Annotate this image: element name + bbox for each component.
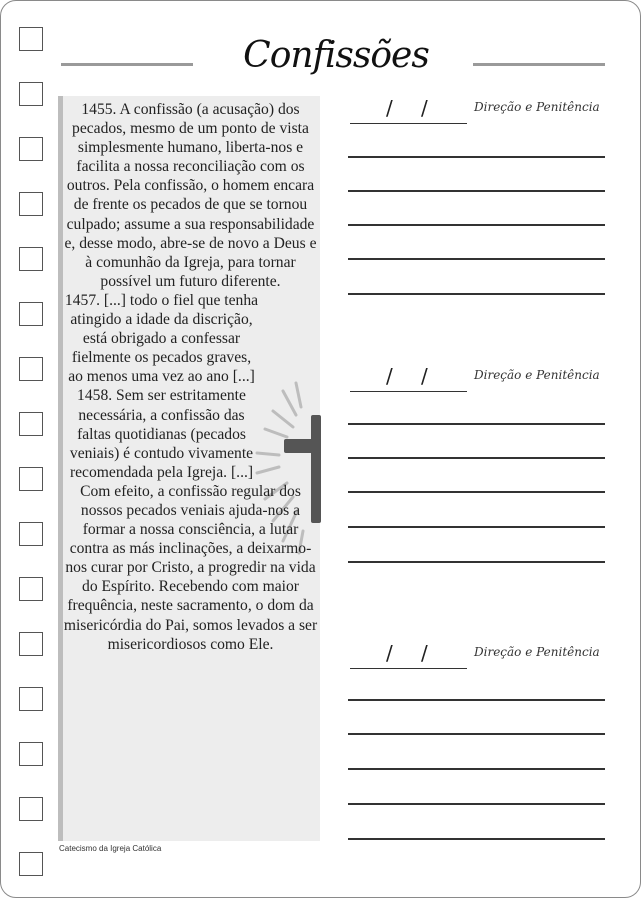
- binder-hole: [19, 797, 43, 821]
- writing-line[interactable]: [348, 423, 605, 425]
- quote-wrap: [63, 291, 318, 482]
- binder-hole: [19, 522, 43, 546]
- writing-line[interactable]: [348, 258, 605, 260]
- quote-source: Catecismo da Igreja Católica: [59, 844, 162, 853]
- writing-line[interactable]: [348, 526, 605, 528]
- date-separator: /: [386, 641, 393, 665]
- date-field[interactable]: [348, 364, 605, 392]
- binder-hole: [19, 412, 43, 436]
- binder-hole: [19, 137, 43, 161]
- date-separator: /: [386, 96, 393, 120]
- writing-line[interactable]: [348, 457, 605, 459]
- writing-line[interactable]: [348, 733, 605, 735]
- writing-line[interactable]: [348, 293, 605, 295]
- quote-paragraph-1458: 1458. Sem ser estritamente necessária, a confissão das faltas quotidianas (pecados veniais) é contudo vivamente recomendada pela Igreja. [...]: [69, 387, 254, 481]
- writing-line[interactable]: [348, 838, 605, 840]
- direction-penance-label: Direção e Penitência: [474, 368, 600, 382]
- confession-entry-1: [348, 96, 605, 124]
- writing-line[interactable]: [348, 561, 605, 563]
- date-underline: [350, 391, 467, 393]
- date-separator: /: [421, 96, 428, 120]
- writing-line[interactable]: [348, 224, 605, 226]
- writing-line[interactable]: [348, 491, 605, 493]
- binder-hole: [19, 687, 43, 711]
- binder-hole: [19, 742, 43, 766]
- writing-line[interactable]: [348, 190, 605, 192]
- quote-paragraph-continued: Com efeito, a confissão regular dos nossos pecados veniais ajuda-nos a formar a nossa consciência, a lutar contra as más inclinações, a deixarmo-nos curar por Cristo, a progredir na vida do Espírito. Recebendo com maior frequência, neste sacramento, o dom da misericórdia do Pai, somos levados a ser misericordiosos como Ele.: [63, 482, 318, 653]
- binder-hole: [19, 632, 43, 656]
- date-separator: /: [421, 364, 428, 388]
- binder-hole: [19, 357, 43, 381]
- binder-hole: [19, 192, 43, 216]
- writing-line[interactable]: [348, 699, 605, 701]
- binder-hole: [19, 467, 43, 491]
- writing-line[interactable]: [348, 803, 605, 805]
- binder-hole: [19, 27, 43, 51]
- writing-line[interactable]: [348, 156, 605, 158]
- catechism-quote: [63, 100, 318, 654]
- date-underline: [350, 668, 467, 670]
- page-title: Confissões: [243, 35, 429, 76]
- quote-paragraph-1457: 1457. [...] todo o fiel que tenha atingido a idade da discrição, está obrigado a confessar fielmente os pecados graves, ao menos uma vez ao ano [...]: [64, 291, 259, 386]
- date-underline: [350, 123, 467, 125]
- date-field[interactable]: [348, 96, 605, 124]
- binder-hole: [19, 577, 43, 601]
- confession-entry-3: [348, 641, 605, 669]
- direction-penance-label: Direção e Penitência: [474, 100, 600, 114]
- date-separator: /: [386, 364, 393, 388]
- binder-hole: [19, 82, 43, 106]
- binder-hole: [19, 302, 43, 326]
- confession-entry-2: [348, 364, 605, 392]
- date-field[interactable]: [348, 641, 605, 669]
- writing-line[interactable]: [348, 768, 605, 770]
- date-separator: /: [421, 641, 428, 665]
- quote-paragraph-1455: 1455. A confissão (a acusação) dos pecados, mesmo de um ponto de vista simplesmente humano, liberta-nos e facilita a nossa reconciliação com os outros. Pela confissão, o homem encara de frente os pecados de que se tornou culpado; assume a sua responsabilidade e, desse modo, abre-se de novo a Deus e à comunhão da Igreja, para tornar possível um futuro diferente.: [64, 101, 317, 290]
- binder-hole: [19, 247, 43, 271]
- direction-penance-label: Direção e Penitência: [474, 645, 600, 659]
- title-rule-right: [473, 63, 605, 66]
- title-rule-left: [61, 63, 193, 66]
- binder-hole: [19, 852, 43, 876]
